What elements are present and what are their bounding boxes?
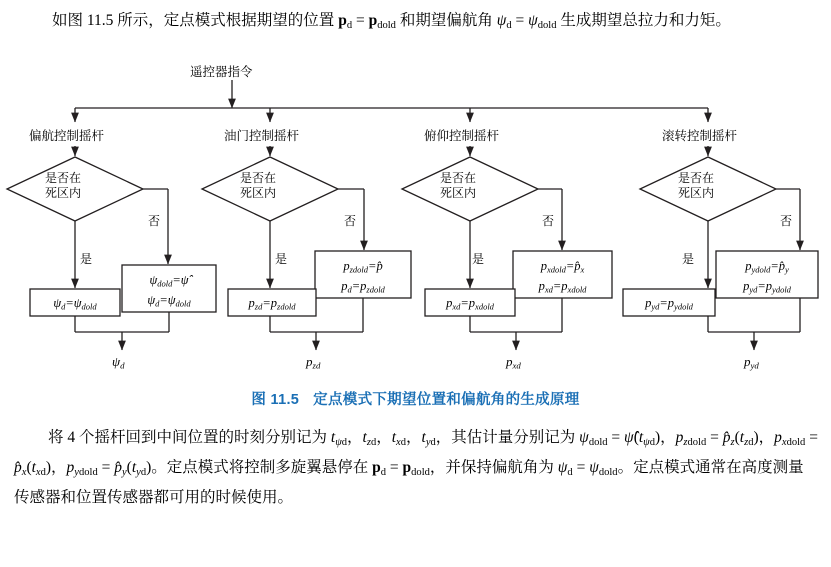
decision-roll bbox=[678, 171, 714, 201]
flowchart-figure bbox=[0, 60, 831, 390]
yes-box-yaw: $\psi_d=\psi_{dold}$ bbox=[53, 296, 97, 312]
output-pitch: $p_{xd}$ bbox=[506, 354, 521, 371]
yes-box-pitch: $p_{xd}=p_{xdold}$ bbox=[446, 296, 494, 312]
paragraph-bottom: 将 4 个摇杆回到中间位置的时刻分别记为 $t_{\psi d}$，$t_{zd}$，$t_{xd}$，$t_{yd}$，其估计量分别记为 $\psi_{dold}$ = $\psî(t_{\psi d})$，$p_{zdold}$ = $p̂_z(t_{zd})$，$p_{xdold}$ = $p̂_x(t_{xd})$，$p_{ydold}$ = $p̂_y(t_{yd})$。定点模式将控制多旋翼悬停在 $p_d = p_{dold}$，并保持偏航角为 $\psi_d = \psi_{dold}$。定点模式通常在高度测量传感器和位置传感器都可用的时候使用。 bbox=[14, 429, 818, 506]
decision-yaw bbox=[45, 171, 81, 201]
output-roll: $p_{yd}$ bbox=[744, 354, 759, 371]
no-box-pitch: $p_{xdold}=p̂_x$ $p_{xd}=p_{xdold}$ bbox=[538, 259, 587, 295]
no-label-throttle: 否 bbox=[344, 214, 357, 228]
yes-label-throttle: 是 bbox=[275, 252, 288, 266]
stick-label-yaw: 偏航控制摇杆 bbox=[29, 129, 105, 143]
yes-box-throttle: $p_{zd}=p_{zdold}$ bbox=[248, 296, 296, 312]
stick-label-pitch: 俯仰控制摇杆 bbox=[424, 129, 500, 143]
decision-pitch-line2: 死区内 bbox=[440, 186, 477, 200]
decision-throttle-line1: 是否在 bbox=[240, 171, 277, 185]
yes-label-yaw: 是 bbox=[80, 252, 93, 266]
flowchart-svg bbox=[0, 60, 831, 390]
decision-pitch bbox=[440, 171, 476, 201]
decision-roll-line1: 是否在 bbox=[678, 171, 715, 185]
decision-throttle-line2: 死区内 bbox=[240, 186, 277, 200]
decision-yaw-line1: 是否在 bbox=[45, 171, 82, 185]
stick-label-roll: 滚转控制摇杆 bbox=[662, 129, 738, 143]
no-box-throttle: $p_{zdold}=p̂$ $p_d=p_{zdold}$ bbox=[341, 259, 385, 295]
figure-caption bbox=[0, 388, 831, 409]
caption-text: 定点模式下期望位置和偏航角的生成原理 bbox=[313, 392, 580, 408]
root-label: 遥控器指令 bbox=[190, 65, 253, 79]
decision-throttle bbox=[240, 171, 276, 201]
no-label-roll: 否 bbox=[780, 214, 793, 228]
decision-yaw-line2: 死区内 bbox=[45, 186, 82, 200]
yes-label-pitch: 是 bbox=[472, 252, 485, 266]
no-box-roll: $p_{ydold}=p̂_y$ $p_{yd}=p_{ydold}$ bbox=[743, 259, 791, 295]
decision-pitch-line1: 是否在 bbox=[440, 171, 477, 185]
output-throttle: $p_{zd}$ bbox=[306, 354, 321, 371]
output-yaw: $\psi_d$ bbox=[112, 354, 125, 371]
decision-roll-line2: 死区内 bbox=[678, 186, 715, 200]
yes-box-roll: $p_{yd}=p_{ydold}$ bbox=[645, 296, 693, 312]
stick-label-throttle: 油门控制摇杆 bbox=[224, 129, 300, 143]
no-box-yaw: $\psi_{dold}=\psî$ $\psi_d=\psi_{dold}$ bbox=[147, 273, 191, 309]
yes-label-roll: 是 bbox=[682, 252, 695, 266]
no-label-pitch: 否 bbox=[542, 214, 555, 228]
caption-number: 图 11.5 bbox=[251, 392, 300, 408]
paragraph-top: 如图 11.5 所示，定点模式根据期望的位置 $p_d = p_{dold}$ 和期望偏航角 $\psi_d = \psi_{dold}$ 生成期望总拉力和力矩。 bbox=[52, 12, 731, 31]
no-label-yaw: 否 bbox=[148, 214, 161, 228]
